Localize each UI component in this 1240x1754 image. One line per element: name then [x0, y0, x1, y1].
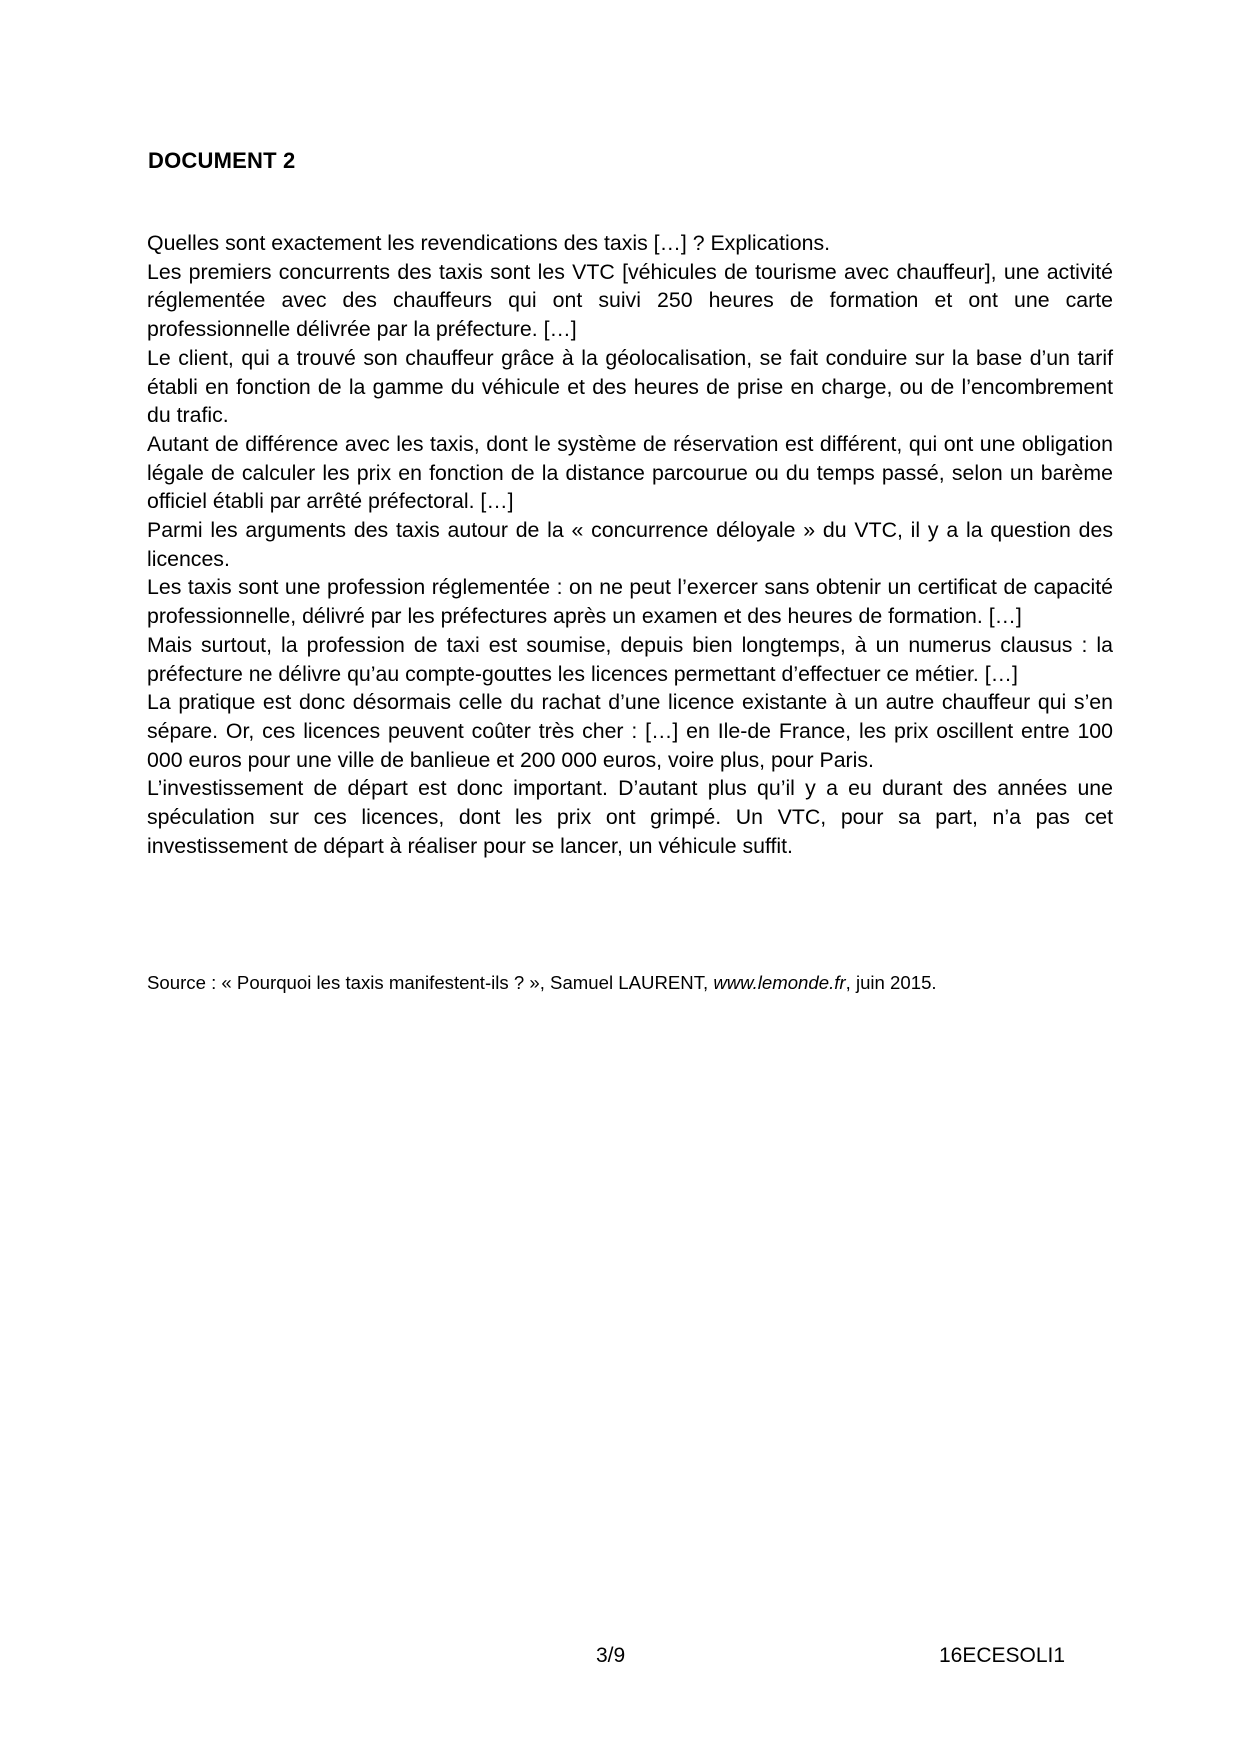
- paragraph: Mais surtout, la profession de taxi est soumise, depuis bien longtemps, à un numerus clausus : la préfecture ne délivre qu’au compte-gouttes les licences permettant d’effectuer ce métier. […]: [147, 632, 1113, 686]
- document-title: DOCUMENT 2: [148, 148, 296, 173]
- source-website: www.lemonde.fr: [713, 972, 846, 993]
- paragraph: L’investissement de départ est donc important. D’autant plus qu’il y a eu durant des années une spéculation sur ces licences, dont les prix ont grimpé. Un VTC, pour sa part, n’a pas cet investissement de départ à réaliser pour se lancer, un véhicule suffit.: [147, 776, 1113, 858]
- source-citation: [147, 971, 1127, 995]
- page-number: 3/9: [596, 1644, 626, 1667]
- paragraph: Quelles sont exactement les revendications des taxis […] ? Explications.: [147, 231, 831, 255]
- paragraph: Les premiers concurrents des taxis sont les VTC [véhicules de tourisme avec chauffeur], une activité réglementée avec des chauffeurs qui ont suivi 250 heures de formation et ont une carte professionnelle délivrée par la préfecture. […]: [147, 259, 1113, 342]
- paragraph: Autant de différence avec les taxis, dont le système de réservation est différent, qui ont une obligation légale de calculer les prix en fonction de la distance parcourue ou du temps passé, selon un barème officiel établi par arrêté préfectoral. […]: [147, 431, 1113, 514]
- source-prefix: Source : « Pourquoi les taxis manifestent-ils ? », Samuel LAURENT,: [147, 972, 714, 993]
- source-suffix: , juin 2015.: [845, 972, 937, 993]
- paragraph: Le client, qui a trouvé son chauffeur grâce à la géolocalisation, se fait conduire sur la base d’un tarif établi en fonction de la gamme du véhicule et des heures de prise en charge, ou de l’encombrement du trafic.: [147, 345, 1113, 428]
- paragraph: Parmi les arguments des taxis autour de la « concurrence déloyale » du VTC, il y a la question des licences.: [147, 518, 1113, 571]
- document-code: 16ECESOLI1: [939, 1644, 1066, 1667]
- paragraph: Les taxis sont une profession réglementée : on ne peut l’exercer sans obtenir un certificat de capacité professionnelle, délivré par les préfectures après un examen et des heures de formation. […]: [147, 575, 1113, 629]
- document-body: [147, 229, 1113, 860]
- paragraph: La pratique est donc désormais celle du rachat d’une licence existante à un autre chauffeur qui s’en sépare. Or, ces licences peuvent coûter très cher : […] en Ile-de France, les prix oscillent entre 100 000 euros pour une ville de banlieue et 200 000 euros, voire plus, pour Paris.: [147, 690, 1113, 772]
